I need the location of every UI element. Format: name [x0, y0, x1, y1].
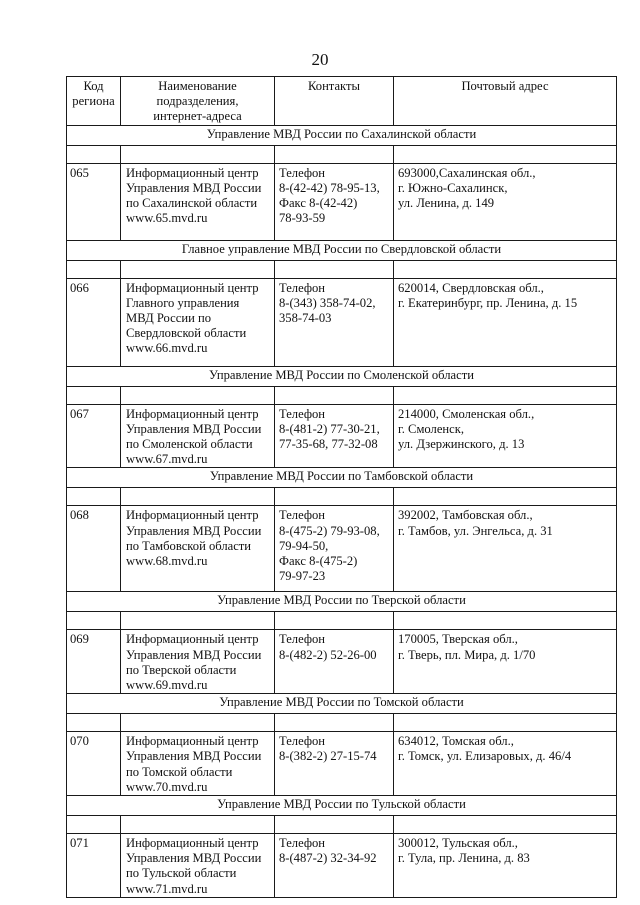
- spacer-cell: [394, 816, 617, 834]
- spacer-row: [67, 145, 617, 163]
- region-code-cell: 065: [67, 163, 121, 240]
- spacer-cell: [67, 386, 121, 404]
- region-code-cell: 068: [67, 506, 121, 592]
- table-body: [67, 77, 617, 898]
- spacer-cell: [121, 386, 275, 404]
- spacer-cell: [275, 816, 394, 834]
- spacer-cell: [394, 386, 617, 404]
- section-title: Управление МВД России по Тверской области: [67, 592, 617, 612]
- section-title-row: [67, 796, 617, 816]
- spacer-cell: [275, 145, 394, 163]
- postal-address-cell: 634012, Томская обл., г. Томск, ул. Елизаровых, д. 46/4: [394, 732, 617, 796]
- header-contacts: Контакты: [275, 77, 394, 126]
- unit-name-cell: Информационный центр Управления МВД России по Тверской области www.69.mvd.ru: [121, 630, 275, 694]
- spacer-cell: [67, 714, 121, 732]
- spacer-cell: [275, 612, 394, 630]
- spacer-cell: [394, 488, 617, 506]
- spacer-cell: [275, 714, 394, 732]
- section-title: Управление МВД России по Тамбовской области: [67, 468, 617, 488]
- unit-name-cell: Информационный центр Управления МВД России по Смоленской области www.67.mvd.ru: [121, 404, 275, 468]
- spacer-row: [67, 260, 617, 278]
- section-title: Управление МВД России по Смоленской области: [67, 366, 617, 386]
- spacer-row: [67, 816, 617, 834]
- spacer-cell: [67, 260, 121, 278]
- postal-address-cell: 300012, Тульская обл., г. Тула, пр. Ленина, д. 83: [394, 834, 617, 898]
- section-title: Управление МВД России по Сахалинской области: [67, 125, 617, 145]
- section-title-row: [67, 366, 617, 386]
- contacts-cell: Телефон 8-(42-42) 78-95-13, Факс 8-(42-42) 78-93-59: [275, 163, 394, 240]
- table-row: [67, 834, 617, 898]
- section-title: Главное управление МВД России по Свердловской области: [67, 240, 617, 260]
- contacts-cell: Телефон 8-(482-2) 52-26-00: [275, 630, 394, 694]
- unit-name-cell: Информационный центр Управления МВД России по Томской области www.70.mvd.ru: [121, 732, 275, 796]
- unit-name-cell: Информационный центр Управления МВД России по Сахалинской области www.65.mvd.ru: [121, 163, 275, 240]
- spacer-cell: [67, 612, 121, 630]
- unit-name-cell: Информационный центр Главного управления МВД России по Свердловской области www.66.mvd.ru: [121, 278, 275, 366]
- postal-address-cell: 214000, Смоленская обл., г. Смоленск, ул. Дзержинского, д. 13: [394, 404, 617, 468]
- section-title-row: [67, 592, 617, 612]
- spacer-cell: [121, 612, 275, 630]
- section-title-row: [67, 694, 617, 714]
- region-code-cell: 070: [67, 732, 121, 796]
- header-row: [67, 77, 617, 126]
- table-row: [67, 630, 617, 694]
- spacer-cell: [121, 145, 275, 163]
- regional-units-table: [66, 76, 617, 898]
- spacer-row: [67, 612, 617, 630]
- section-title-row: [67, 240, 617, 260]
- spacer-cell: [121, 816, 275, 834]
- spacer-cell: [121, 260, 275, 278]
- region-code-cell: 067: [67, 404, 121, 468]
- spacer-cell: [394, 612, 617, 630]
- region-code-cell: 066: [67, 278, 121, 366]
- postal-address-cell: 392002, Тамбовская обл., г. Тамбов, ул. Энгельса, д. 31: [394, 506, 617, 592]
- contacts-cell: Телефон 8-(382-2) 27-15-74: [275, 732, 394, 796]
- spacer-cell: [121, 488, 275, 506]
- postal-address-cell: 170005, Тверская обл., г. Тверь, пл. Мира, д. 1/70: [394, 630, 617, 694]
- section-title-row: [67, 468, 617, 488]
- table-row: [67, 278, 617, 366]
- table-row: [67, 732, 617, 796]
- region-code-cell: 069: [67, 630, 121, 694]
- spacer-row: [67, 386, 617, 404]
- page-number: 20: [311, 50, 329, 69]
- unit-name-cell: Информационный центр Управления МВД России по Тульской области www.71.mvd.ru: [121, 834, 275, 898]
- spacer-cell: [275, 260, 394, 278]
- region-code-cell: 071: [67, 834, 121, 898]
- spacer-cell: [275, 386, 394, 404]
- spacer-cell: [67, 488, 121, 506]
- spacer-cell: [394, 145, 617, 163]
- postal-address-cell: 620014, Свердловская обл., г. Екатеринбург, пр. Ленина, д. 15: [394, 278, 617, 366]
- table-row: [67, 404, 617, 468]
- postal-address-cell: 693000,Сахалинская обл., г. Южно-Сахалинск, ул. Ленина, д. 149: [394, 163, 617, 240]
- unit-name-cell: Информационный центр Управления МВД России по Тамбовской области www.68.mvd.ru: [121, 506, 275, 592]
- section-title: Управление МВД России по Томской области: [67, 694, 617, 714]
- table-row: [67, 506, 617, 592]
- spacer-row: [67, 488, 617, 506]
- contacts-cell: Телефон 8-(343) 358-74-02, 358-74-03: [275, 278, 394, 366]
- section-title-row: [67, 125, 617, 145]
- header-name: Наименование подразделения, интернет-адреса: [121, 77, 275, 126]
- contacts-cell: Телефон 8-(481-2) 77-30-21, 77-35-68, 77-32-08: [275, 404, 394, 468]
- spacer-cell: [121, 714, 275, 732]
- header-code: Код региона: [67, 77, 121, 126]
- table-row: [67, 163, 617, 240]
- spacer-cell: [394, 714, 617, 732]
- section-title: Управление МВД России по Тульской области: [67, 796, 617, 816]
- spacer-cell: [67, 145, 121, 163]
- spacer-cell: [394, 260, 617, 278]
- spacer-cell: [67, 816, 121, 834]
- contacts-cell: Телефон 8-(475-2) 79-93-08, 79-94-50, Факс 8-(475-2) 79-97-23: [275, 506, 394, 592]
- contacts-cell: Телефон 8-(487-2) 32-34-92: [275, 834, 394, 898]
- spacer-cell: [275, 488, 394, 506]
- spacer-row: [67, 714, 617, 732]
- header-address: Почтовый адрес: [394, 77, 617, 126]
